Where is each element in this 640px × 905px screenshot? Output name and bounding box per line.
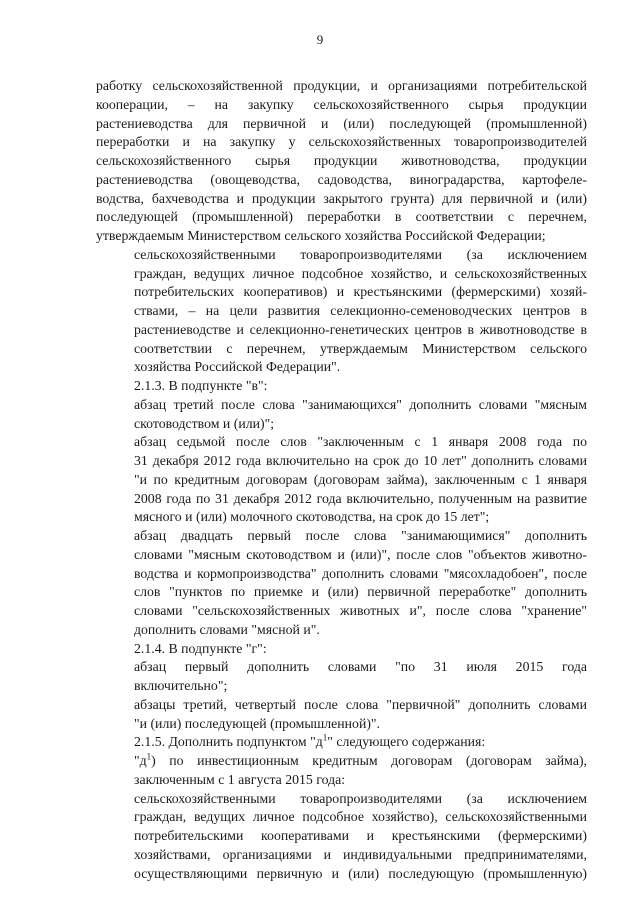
text-line: водства, бахчеводства и продукции закрытого грунта) для первичной и (или) — [96, 190, 587, 206]
text-line: хозяйствами, организациями и индивидуальными предпринимателями, — [134, 846, 587, 862]
text-line: переработки и на закупку у сельскохозяйственных товаропроизводителей — [96, 134, 587, 150]
text-line: потребительскими кооперативами и крестьянскими (фермерскими) — [134, 828, 587, 843]
text-line: 2.1.4. В подпункте "г": — [134, 640, 267, 656]
text-fragment: 2.1.5. Дополнить подпунктом "д — [134, 734, 323, 750]
text-line: соответствии с перечнем, утверждаемым Министерством сельского — [134, 340, 587, 356]
paragraph-final — [96, 790, 587, 884]
text-line: абзац двадцать первый после слова "занимающимися" дополнить — [134, 528, 587, 543]
paragraph — [96, 246, 587, 377]
page-number: 9 — [316, 32, 324, 47]
text-line: "и (или) последующей (промышленной)". — [134, 715, 381, 731]
paragraph — [96, 377, 587, 396]
text-line: слов "пунктов по приемке и (или) первичной переработке" дополнить — [134, 584, 587, 600]
superscript: 1 — [322, 732, 328, 743]
text-line: потребительских кооперативов) и крестьянскими (фермерскими) хозяй- — [134, 284, 587, 300]
text-fragment: ) по инвестиционным кредитным договорам (договорам займа), — [151, 753, 587, 768]
text-line — [96, 752, 587, 771]
paragraph — [96, 77, 587, 246]
paragraph — [96, 640, 587, 659]
paragraph-2-1-5 — [96, 733, 587, 752]
text-line: сельскохозяйственными товаропроизводителями (за исключением — [134, 246, 587, 262]
text-line: 31 декабря 2012 года включительно на срок до 10 лет" дополнить словами — [134, 453, 587, 468]
text-line: сельскохозяйственными товаропроизводителями (за исключением — [134, 790, 587, 806]
text-line: хозяйства Российской Федерации". — [134, 359, 341, 375]
text-line: мясного и (или) молочного скотоводства, на срок до 15 лет"; — [134, 509, 490, 525]
paragraph-list — [96, 77, 587, 733]
text-line: заключенным с 1 августа 2015 года: — [134, 771, 346, 787]
paragraph — [96, 527, 587, 640]
text-line: 2.1.3. В подпункте "в": — [134, 378, 268, 393]
text-line: кооперации, – на закупку сельскохозяйственного сырья продукции — [96, 96, 587, 112]
text-line: осуществляющими первичную и (или) последующую (промышленную) — [134, 865, 587, 881]
text-line: скотоводством и (или)"; — [134, 415, 275, 431]
text-line: словами "мясным скотоводством и (или)", после слов "объектов животно- — [134, 546, 587, 562]
paragraph — [96, 433, 587, 527]
text-line: утверждаемым Министерством сельского хозяйства Российской Федерации; — [96, 228, 546, 243]
document-body — [96, 77, 587, 883]
text-line: абзац седьмой после слов "заключенным с 1 января 2008 года по — [134, 434, 587, 450]
text-line: абзацы третий, четвертый после слова "первичной" дополнить словами — [134, 696, 587, 712]
text-line: "и по кредитным договорам (договорам займа), заключенным с 1 января — [134, 471, 587, 487]
text-fragment: " следующего содержания: — [327, 734, 486, 750]
text-line: граждан, ведущих личное подсобное хозяйство), сельскохозяйственными — [134, 809, 587, 825]
text-line: дополнить словами "мясной и". — [134, 621, 320, 637]
paragraph — [96, 658, 587, 696]
text-line: сельскохозяйственного сырья продукции животноводства, продукции — [96, 153, 587, 168]
text-line: растениеводстве и селекционно-генетических центров в животноводстве в — [134, 321, 587, 337]
text-line: последующей (промышленной) переработки в соответствии с перечнем, — [96, 209, 587, 225]
text-line: абзац третий после слова "занимающихся" дополнить словами "мясным — [134, 396, 587, 412]
text-fragment: "д — [134, 753, 147, 768]
text-line: ствами, – на цели развития селекционно-семеноводческих центров в — [134, 303, 587, 318]
text-line: работку сельскохозяйственной продукции, и организациями потребительской — [96, 78, 587, 93]
paragraph-d1 — [96, 752, 587, 790]
superscript: 1 — [146, 751, 152, 762]
text-line: растениеводства (овощеводства, садоводства, виноградарства, картофеле- — [96, 171, 587, 187]
text-line: граждан, ведущих личное подсобное хозяйство, и сельскохозяйственных — [134, 265, 587, 281]
text-line: 2008 года по 31 декабря 2012 года включительно, полученным на развитие — [134, 490, 587, 506]
text-line: растениеводства для первичной и (или) последующей (промышленной) — [96, 115, 587, 131]
text-line — [96, 733, 587, 752]
text-line: включительно"; — [134, 678, 228, 693]
paragraph — [96, 696, 587, 734]
text-line: абзац первый дополнить словами "по 31 июля 2015 года — [134, 659, 587, 675]
text-line: водства и кормопроизводства" дополнить словами "мясохладобоен", после — [134, 565, 587, 581]
text-line: словами "сельскохозяйственных животных и", после слова "хранение" — [134, 603, 587, 618]
paragraph — [96, 396, 587, 434]
